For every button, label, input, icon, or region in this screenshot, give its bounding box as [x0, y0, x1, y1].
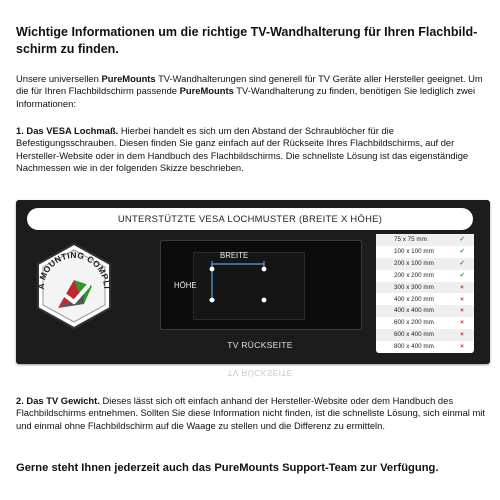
vesa-logo-icon	[30, 242, 118, 330]
vesa-pattern-table	[376, 234, 474, 353]
vesa-table-row	[376, 258, 474, 270]
weight-heading: 2. Das TV Gewicht.	[16, 395, 100, 406]
vesa-size: 600 x 200 mm	[394, 319, 434, 327]
page-title: Wichtige Informationen um die richtige TV-Wandhalterung für Ihren Flachbild-schirm zu finden.	[16, 25, 478, 56]
check-icon: ✓	[459, 271, 465, 279]
vesa-table-row	[376, 329, 474, 341]
vesa-size: 600 x 400 mm	[394, 331, 434, 339]
vesa-table-row	[376, 294, 474, 306]
brand-name: PureMounts	[101, 73, 156, 84]
vesa-table-row	[376, 317, 474, 329]
cross-icon: ×	[460, 343, 464, 351]
vesa-size: 300 x 300 mm	[394, 283, 434, 291]
mount-hole	[262, 298, 267, 303]
vesa-size: 100 x 100 mm	[394, 247, 434, 255]
cross-icon: ×	[460, 283, 464, 291]
brand-name: PureMounts	[179, 85, 234, 97]
cross-icon: ×	[460, 295, 464, 303]
cross-icon: ×	[460, 319, 464, 327]
mount-hole	[210, 298, 215, 303]
vesa-size: 200 x 200 mm	[394, 271, 434, 279]
vesa-size: 400 x 400 mm	[394, 307, 434, 315]
vesa-size: 800 x 400 mm	[394, 343, 434, 351]
width-label: BREITE	[220, 251, 249, 260]
cross-icon: ×	[460, 331, 464, 339]
mount-hole	[262, 267, 267, 272]
cross-icon: ×	[460, 307, 464, 315]
vesa-heading: 1. Das VESA Lochmaß.	[16, 125, 119, 136]
vesa-size: 75 x 75 mm	[394, 236, 427, 243]
vesa-table-row	[376, 246, 474, 258]
vesa-panel-header: UNTERSTÜTZTE VESA LOCHMUSTER (BREITE X HÖHE)	[27, 208, 473, 230]
tv-back-caption-reflection: TV RÜCKSEITE	[227, 368, 293, 378]
vesa-table-row	[376, 234, 474, 246]
vesa-table-row	[376, 270, 474, 282]
check-icon: ✓	[459, 259, 465, 267]
intro-paragraph: Unsere universellen PureMounts TV-Wandhalterungen sind generell für TV Geräte aller Hersteller geeignet. Um die für Ihren Flachbildschirm passende PureMounts TV-Wandhalterung zu finden, benötigen Sie lediglich zwei Informationen:	[16, 73, 483, 109]
vesa-table-row	[376, 341, 474, 353]
vesa-section	[16, 125, 486, 175]
height-label: HÖHE	[174, 281, 197, 290]
weight-text: Dieses lässt sich oft einfach anhand der Hersteller-Website oder dem Handbuch des Flachbildschirms entnehmen. Sollten Sie diese Information nicht finden, ist die schnellste Lösung, sich einmal mit und einmal ohne Flachbildschirm auf die Waage zu stellen und die Differenz zu ermitteln.	[16, 395, 485, 431]
vesa-text: Hierbei handelt es sich um den Abstand der Schraublöcher für die Befestigungsschrauben. Diesen finden Sie ganz einfach auf der Rückseite Ihres Flachbildschirms, auf der Hersteller-Website oder in dem Handbuch des Flachbildschirms. Die schnellste Lösung ist das eigenständige Nachmessen wie in der folgenden Skizze beschrieben.	[16, 125, 469, 174]
vesa-table-row	[376, 282, 474, 294]
closing-note: Gerne steht Ihnen jederzeit auch das PureMounts Support-Team zur Verfügung.	[16, 462, 439, 474]
check-icon: ✓	[459, 247, 465, 255]
vesa-compliant-logo	[30, 242, 118, 330]
tv-back-caption: TV RÜCKSEITE	[227, 340, 293, 350]
svg-text:VESA MOUNTING COMPLIANT: A MOUNTING COMPLI	[35, 249, 113, 290]
weight-section	[16, 395, 486, 432]
vesa-table-row	[376, 305, 474, 317]
vesa-size: 200 x 100 mm	[394, 259, 434, 267]
vesa-size: 400 x 200 mm	[394, 295, 434, 303]
check-icon: ✓	[459, 236, 465, 243]
mount-hole	[210, 267, 215, 272]
